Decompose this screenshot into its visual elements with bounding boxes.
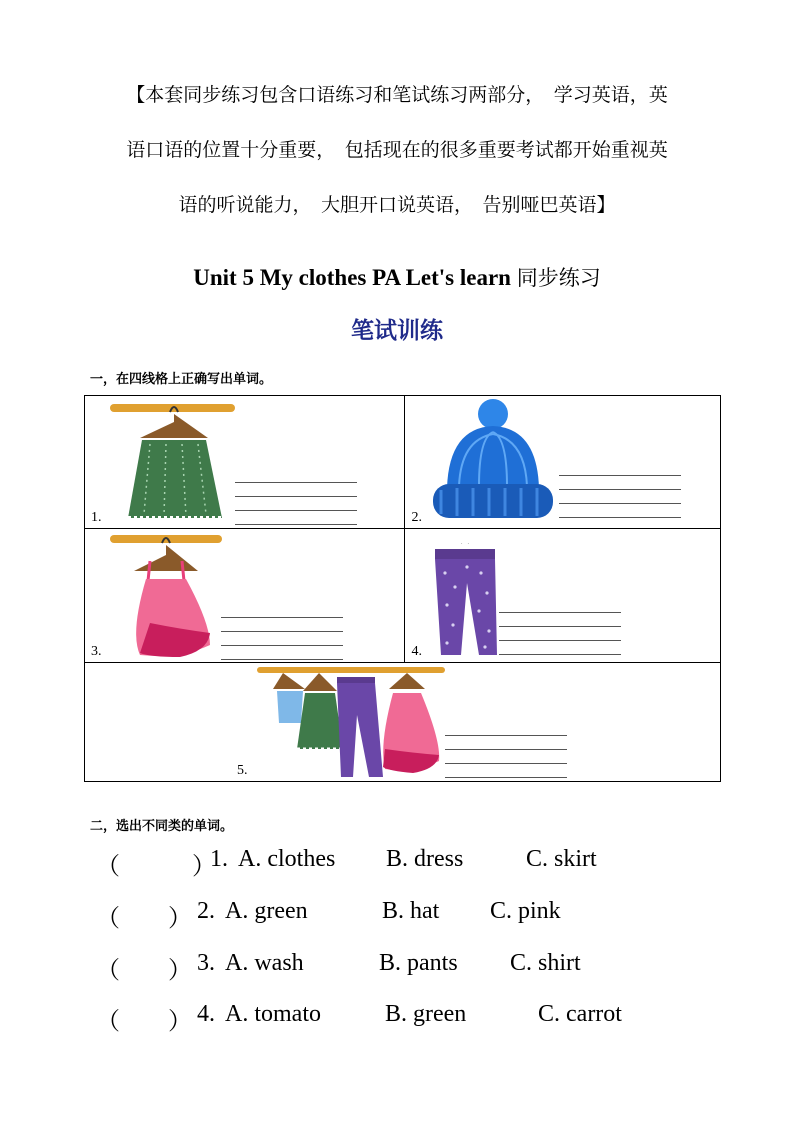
question-number-4: 4. — [197, 1001, 215, 1027]
writing-lines-5[interactable] — [445, 735, 567, 791]
dress-icon — [110, 533, 222, 659]
intro-line-1: 【本套同步练习包含口语练习和笔试练习两部分， 学习英语，英 — [126, 84, 668, 106]
option-c-1: C. skirt — [526, 846, 597, 872]
option-b-2: B. hat — [382, 898, 440, 924]
grid-cell-1 — [85, 396, 405, 529]
intro-line-3: 语的听说能力， 大胆开口说英语， 告别哑巴英语】 — [178, 194, 616, 216]
option-b-3: B. pants — [379, 950, 458, 976]
intro-line-2: 语口语的位置十分重要， 包括现在的很多重要考试都开始重视英 — [126, 139, 668, 161]
section-subtitle: 笔试训练 — [351, 318, 443, 344]
hat-icon — [429, 398, 557, 522]
grid-cell-4 — [405, 529, 721, 663]
answer-paren-2[interactable]: （ ） — [96, 906, 192, 932]
pants-icon — [431, 543, 499, 659]
question-number-3: 3. — [197, 950, 215, 976]
option-a-3: A. wash — [225, 950, 304, 976]
section1-heading: 一，在四线格上正确写出单词。 — [90, 372, 273, 387]
question-number-2: 2. — [197, 898, 215, 924]
writing-grid — [84, 395, 721, 782]
grid-cell-2 — [405, 396, 721, 529]
option-b-4: B. green — [385, 1001, 467, 1027]
option-a-2: A. green — [225, 898, 308, 924]
grid-cell-3 — [85, 529, 405, 663]
item-number-2: 2. — [411, 510, 422, 525]
title-english: Unit 5 My clothes PA Let's learn — [193, 265, 511, 290]
question-number-1: 1. — [210, 846, 228, 872]
item-number-5: 5. — [237, 763, 248, 778]
clothes-line-icon — [257, 665, 445, 781]
page-title — [0, 262, 794, 292]
writing-lines-4[interactable] — [499, 612, 621, 668]
section2-heading: 二，选出不同类的单词。 — [90, 819, 234, 834]
skirt-icon — [110, 400, 235, 526]
title-chinese: 同步练习 — [516, 266, 601, 290]
grid-cell-5 — [85, 663, 721, 782]
item-number-4: 4. — [411, 644, 422, 659]
option-c-4: C. carrot — [538, 1001, 622, 1027]
option-b-1: B. dress — [386, 846, 464, 872]
intro-paragraph — [80, 68, 714, 233]
option-c-3: C. shirt — [510, 950, 581, 976]
option-a-1: A. clothes — [238, 846, 336, 872]
answer-paren-3[interactable]: （ ） — [96, 958, 192, 984]
option-c-2: C. pink — [490, 898, 561, 924]
option-a-4: A. tomato — [225, 1001, 321, 1027]
answer-paren-4[interactable]: （ ） — [96, 1009, 192, 1035]
item-number-3: 3. — [91, 644, 102, 659]
answer-paren-1[interactable]: （ ） — [96, 854, 216, 880]
writing-lines-2[interactable] — [559, 475, 681, 531]
item-number-1: 1. — [91, 510, 102, 525]
